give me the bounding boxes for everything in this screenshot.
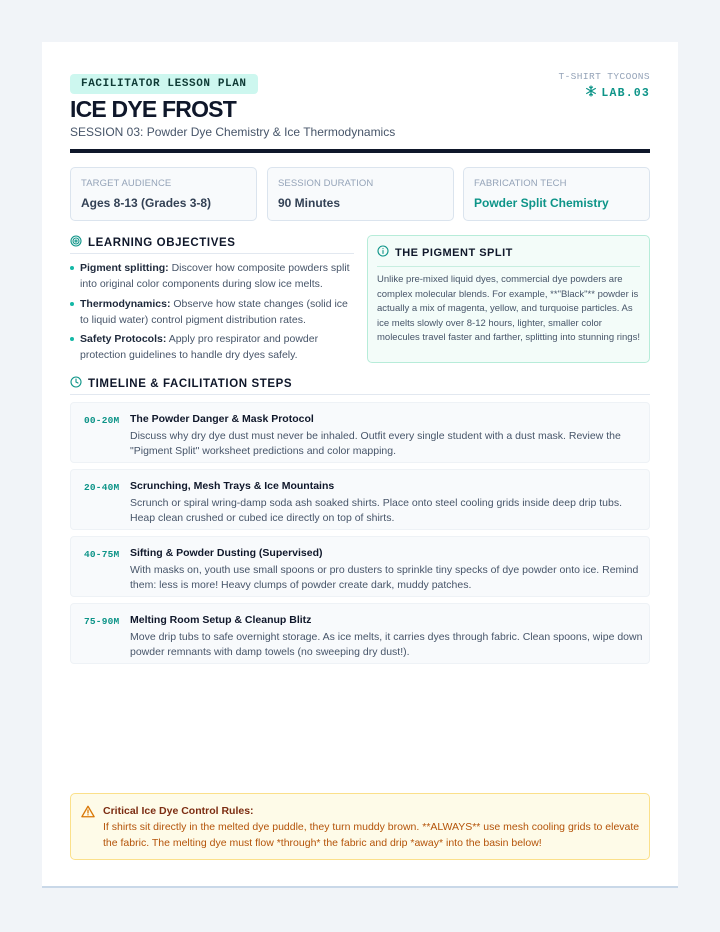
title-divider	[70, 149, 650, 153]
list-item	[70, 260, 354, 292]
info-card-duration	[267, 167, 454, 221]
list-item	[70, 296, 354, 328]
target-icon	[70, 235, 82, 250]
card-label: TARGET AUDIENCE	[81, 178, 172, 189]
objective-term: Pigment splitting:	[80, 262, 169, 274]
objectives-list	[70, 260, 354, 367]
timeline-step	[70, 469, 650, 530]
step-desc: Scrunch or spiral wring-damp soda ash soaked shirts. Place onto steel cooling grids inside deep drip tubs. Heap clean crushed or cubed ice directly on top of shirts.	[130, 497, 623, 524]
timeline-divider	[70, 394, 650, 395]
step-title: The Powder Danger & Mask Protocol	[130, 413, 314, 425]
list-item	[70, 331, 354, 363]
step-desc: Discuss why dry dye dust must never be inhaled. Outfit every single student with a dust mask. Review the "Pigment Split" worksheet predictions and color mapping.	[130, 430, 621, 457]
objectives-divider	[70, 253, 354, 254]
objective-term: Safety Protocols:	[80, 333, 167, 345]
card-value: Powder Split Chemistry	[474, 196, 609, 210]
step-time: 00-20M	[84, 415, 120, 426]
step-desc: With masks on, youth use small spoons or pro dusters to sprinkle tiny specks of dye powder onto ice. Remind them: less is more! Heavy clumps of powder create dark, muddy patches.	[130, 564, 639, 591]
warning-triangle-icon	[81, 805, 95, 823]
step-time: 75-90M	[84, 616, 120, 627]
card-label: SESSION DURATION	[278, 178, 374, 189]
objective-text: Apply pro respirator and powder protection guidelines to handle dry dyes safely.	[80, 333, 319, 361]
info-card-audience	[70, 167, 257, 221]
step-title: Melting Room Setup & Cleanup Blitz	[130, 614, 312, 626]
brand-name: T-SHIRT TYCOONS	[558, 71, 650, 82]
clock-icon	[70, 376, 82, 391]
page-subtitle: SESSION 03: Powder Dye Chemistry & Ice Thermodynamics	[70, 125, 396, 139]
timeline-step	[70, 402, 650, 463]
pigment-divider	[377, 266, 640, 267]
timeline-heading-text: TIMELINE & FACILITATION STEPS	[88, 377, 293, 390]
brand-lab-code: LAB.03	[601, 86, 650, 100]
pigment-heading-text: THE PIGMENT SPLIT	[395, 246, 513, 259]
lesson-plan-page	[42, 42, 678, 888]
pigment-heading	[377, 245, 640, 260]
objectives-heading	[70, 235, 236, 250]
info-card-tech	[463, 167, 650, 221]
warning-callout	[70, 793, 650, 860]
warning-title: Critical Ice Dye Control Rules:	[103, 805, 254, 817]
info-icon	[377, 245, 389, 260]
timeline-heading	[70, 376, 292, 391]
step-desc: Move drip tubs to safe overnight storage. As ice melts, it carries dyes through fabric. Clean spoons, wipe down powder remnants with damp towels (no sweeping dry dust!).	[130, 631, 643, 658]
step-time: 40-75M	[84, 549, 120, 560]
pigment-body: Unlike pre-mixed liquid dyes, commercial dye powders are complex molecular blends. For example, **"Black"** powder is actually a mix of magenta, yellow, and turquoise particles. As ice melts slowly over 8-12 hours, lighter, smaller color molecules travel faster and farther, splitting into stunning rings!	[377, 274, 640, 343]
card-value: Ages 8-13 (Grades 3-8)	[81, 196, 212, 210]
doc-type-badge: FACILITATOR LESSON PLAN	[70, 74, 258, 94]
brand-lab	[585, 85, 650, 101]
step-title: Scrunching, Mesh Trays & Ice Mountains	[130, 480, 335, 492]
snowflake-icon	[585, 85, 597, 101]
pigment-callout	[367, 235, 650, 363]
timeline-step	[70, 536, 650, 597]
page-title: ICE DYE FROST	[70, 96, 236, 122]
step-title: Sifting & Powder Dusting (Supervised)	[130, 547, 323, 559]
step-time: 20-40M	[84, 482, 120, 493]
objective-text: Observe how state changes (solid ice to liquid water) control pigment distribution rates.	[80, 297, 348, 326]
card-label: FABRICATION TECH	[474, 178, 567, 189]
warning-body: If shirts sit directly in the melted dye puddle, they turn muddy brown. **ALWAYS** use mesh cooling grids to elevate the fabric. The melting dye must flow *through* the fabric and drip *away* into the basin below!	[103, 821, 640, 849]
objective-text: Discover how composite powders split into original color components during slow ice melts.	[80, 262, 350, 290]
objectives-heading-text: LEARNING OBJECTIVES	[88, 236, 236, 249]
card-value: 90 Minutes	[278, 196, 341, 210]
objective-term: Thermodynamics:	[80, 297, 171, 310]
timeline-step	[70, 603, 650, 664]
